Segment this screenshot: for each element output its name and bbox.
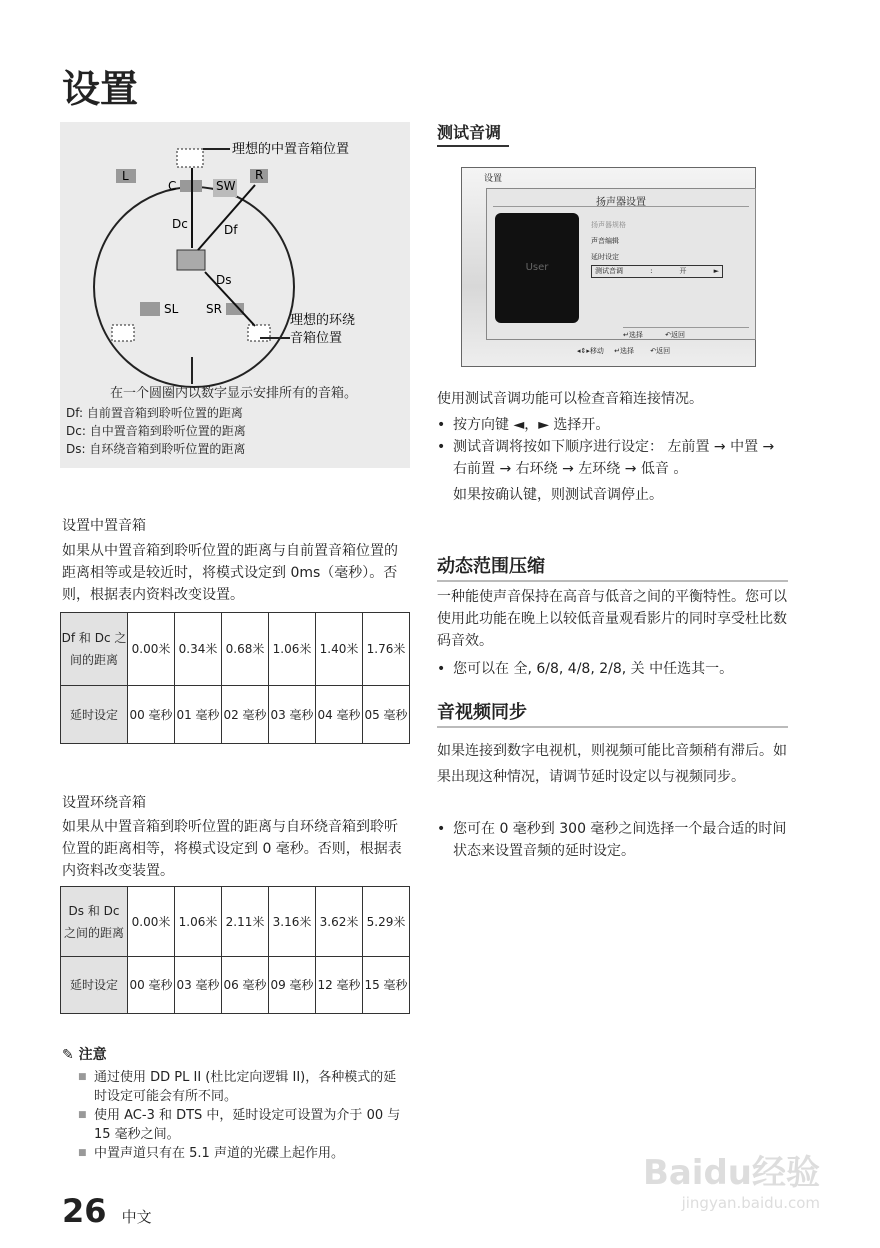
cell: 3.62米	[316, 887, 363, 957]
header-delay: 延时设定	[61, 957, 128, 1014]
cell: 03 毫秒	[175, 957, 222, 1014]
legend-df: Df: 自前置音箱到聆听位置的距离	[66, 406, 243, 420]
menu-title: 扬声器设置	[493, 189, 749, 207]
page-number: 26	[62, 1192, 107, 1230]
hint-back: 返回	[656, 347, 671, 355]
bullet: • 您可在 0 毫秒到 300 毫秒之间选择一个最合适的时间状态来设置音频的延时设定。	[437, 818, 787, 862]
speaker-L: L	[122, 169, 129, 183]
menu-item[interactable]: 扬声器规格	[591, 221, 626, 229]
drc-text: 一种能使声音保持在高音与低音之间的平衡特性。您可以使用此功能在晚上以较低音量观看影片的同时享受杜比数码音效。	[437, 589, 787, 649]
return-icon: ↶	[665, 331, 671, 339]
speaker-SR: SR	[206, 302, 222, 316]
page-language: 中文	[121, 1208, 152, 1226]
enter-icon: ↵	[614, 347, 621, 355]
item-label: 测试音调	[595, 267, 623, 275]
pencil-icon: ✎	[62, 1047, 74, 1063]
tv-screen	[461, 167, 756, 367]
hint-move: 移动	[589, 347, 604, 355]
label-ideal-center: 理想的中置音箱位置	[232, 142, 350, 157]
surround-text: 如果从中置音箱到聆听位置的距离与自环绕音箱到聆听位置的距离相等，将模式设定到 0 毫秒。否则，根据表内资料改变装置。	[62, 819, 402, 879]
avsync-bullets	[437, 818, 787, 862]
diagram-caption: 在一个圆圈内以数字显示安排所有的音箱。	[110, 386, 358, 401]
notes-title: 注意	[78, 1047, 107, 1063]
cell: 01 毫秒	[175, 686, 222, 744]
cell: 02 毫秒	[222, 686, 269, 744]
note-item: ■ 通过使用 DD PL II (杜比定向逻辑 II)，各种模式的延时设定可能会有所不同。	[78, 1068, 408, 1106]
return-icon: ↶	[650, 347, 657, 355]
distance-Ds: Ds	[216, 273, 232, 287]
note-item: ■ 使用 AC-3 和 DTS 中，延时设定可设置为介于 00 与 15 毫秒之间。	[78, 1106, 408, 1144]
test-tone-intro: 使用测试音调功能可以检查音箱连接情况。	[437, 391, 703, 407]
speaker-R: R	[255, 168, 264, 182]
move-icon: ◂⇕▸	[577, 347, 590, 355]
cell: 1.76米	[363, 613, 410, 686]
enter-icon: ↵	[623, 331, 629, 339]
speaker-diagram	[60, 122, 410, 468]
label-ideal-surround-2: 音箱位置	[290, 331, 343, 346]
distance-Dc: Dc	[172, 217, 188, 231]
drc-bullets	[437, 658, 787, 680]
cell: 0.00米	[128, 887, 175, 957]
avsync-heading: 音视频同步	[437, 698, 788, 728]
bullet: • 您可以在 全, 6/8, 4/8, 2/8, 关 中任选其一。	[437, 658, 787, 680]
note-item: ■ 中置声道只有在 5.1 声道的光碟上起作用。	[78, 1144, 408, 1163]
surround-delay-table	[60, 886, 410, 1014]
item-value: 开	[679, 267, 687, 275]
distance-Df: Df	[224, 223, 238, 237]
watermark-url: jingyan.baidu.com	[681, 1194, 820, 1212]
watermark	[643, 1145, 820, 1212]
speaker-preview: User	[495, 213, 579, 323]
notes-list	[78, 1068, 408, 1163]
cell: 3.16米	[269, 887, 316, 957]
cell: 15 毫秒	[363, 957, 410, 1014]
cell: 1.06米	[175, 887, 222, 957]
legend-dc: Dc: 自中置音箱到聆听位置的距离	[66, 424, 246, 438]
center-delay-table	[60, 612, 410, 744]
label-ideal-surround: 理想的环绕	[290, 313, 356, 328]
cell: 2.11米	[222, 887, 269, 957]
test-tone-heading: 测试音调	[437, 120, 509, 147]
hint-select: 选择	[620, 347, 635, 355]
menu-item[interactable]: 延时设定	[591, 253, 619, 261]
menu-item-test-tone[interactable]	[591, 265, 723, 278]
bullet: • 测试音调将按如下顺序进行设定： 左前置 → 中置 → 右前置 → 右环绕 → 左环绕 → 低音 。	[437, 436, 787, 480]
cell: 09 毫秒	[269, 957, 316, 1014]
center-text: 如果从中置音箱到聆听位置的距离与自前置音箱位置的距离相等或是较近时，将模式设定到 0ms（毫秒）。否则，根据表内资料改变设置。	[62, 543, 398, 603]
speaker-SL: SL	[164, 302, 179, 316]
hint-back: 返回	[670, 331, 685, 339]
item-separator: :	[650, 267, 653, 275]
cell: 00 毫秒	[128, 686, 175, 744]
speaker-settings-menu	[486, 188, 756, 340]
bullet: • 按方向键 ◄，► 选择开。	[437, 414, 787, 436]
cell: 1.40米	[316, 613, 363, 686]
watermark-brand: Baidu经验	[642, 1153, 820, 1193]
cell: 0.68米	[222, 613, 269, 686]
arrow-right-icon: ►	[713, 267, 719, 275]
center-heading: 设置中置音箱	[62, 518, 146, 534]
cell: 5.29米	[363, 887, 410, 957]
cell: 0.00米	[128, 613, 175, 686]
avsync-text: 如果连接到数字电视机，则视频可能比音频稍有滞后。如果出现这种情况，请调节延时设定以与视频同步。	[437, 743, 787, 785]
cell: 06 毫秒	[222, 957, 269, 1014]
header-distance: Df 和 Dc 之间的距离	[61, 613, 128, 686]
cell: 0.34米	[175, 613, 222, 686]
test-tone-bullets	[437, 414, 787, 480]
header-delay: 延时设定	[61, 686, 128, 744]
menu-item[interactable]: 声音编辑	[591, 237, 619, 245]
cell: 03 毫秒	[269, 686, 316, 744]
screen-top-title: 设置	[484, 174, 503, 184]
surround-heading: 设置环绕音箱	[62, 795, 146, 811]
speaker-C: C	[168, 179, 177, 193]
header-distance: Ds 和 Dc 之间的距离	[61, 887, 128, 957]
cell: 1.06米	[269, 613, 316, 686]
cell: 04 毫秒	[316, 686, 363, 744]
test-tone-stop-note: 如果按确认键，则测试音调停止。	[453, 487, 663, 503]
legend-ds: Ds: 自环绕音箱到聆听位置的距离	[66, 442, 246, 456]
page-title: 设置	[62, 67, 139, 111]
speaker-SW: SW	[216, 179, 236, 193]
drc-heading: 动态范围压缩	[437, 552, 788, 582]
cell: 12 毫秒	[316, 957, 363, 1014]
cell: 05 毫秒	[363, 686, 410, 744]
hint-select: 选择	[628, 331, 643, 339]
cell: 00 毫秒	[128, 957, 175, 1014]
